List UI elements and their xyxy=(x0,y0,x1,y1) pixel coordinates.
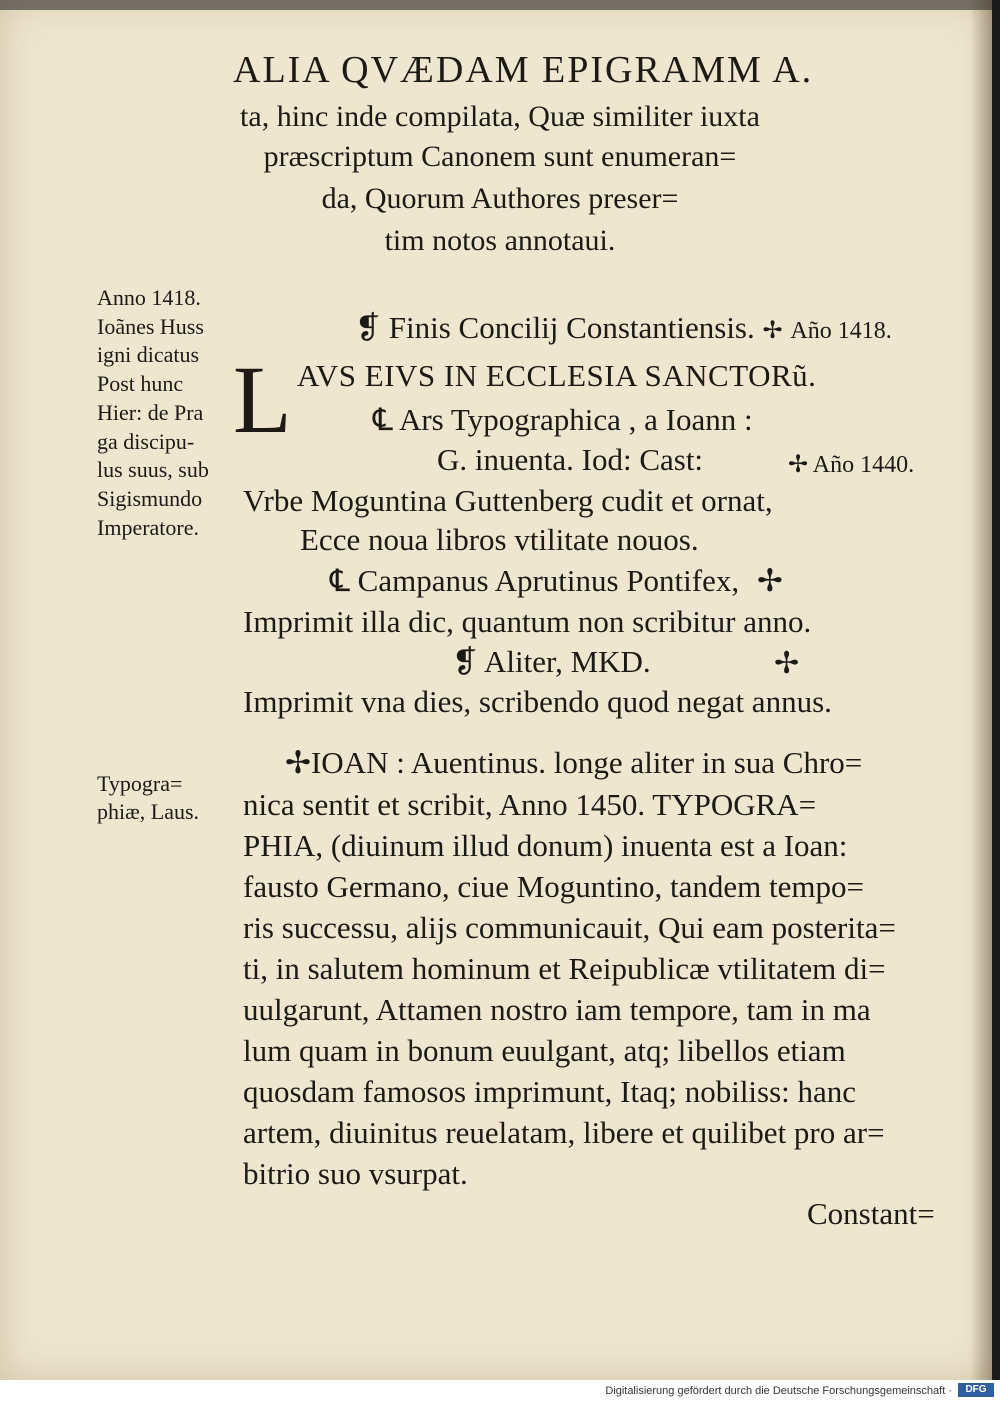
finis-text: Finis Concilij Constantiensis. xyxy=(388,310,755,345)
prose-line: nica sentit et scribit, Anno 1450. TYPOGRA= xyxy=(243,787,817,822)
aliter-text: Aliter, MKD. xyxy=(484,644,651,679)
laus-heading: AVS EIVS IN ECCLESIA SANCTORũ. xyxy=(297,358,817,393)
paragraph-mark-icon: ❡ xyxy=(355,310,381,345)
margin-note-line: Imperatore. xyxy=(97,514,199,540)
prose-line xyxy=(285,745,862,781)
prose-line: fausto Germano, ciue Moguntino, tandem tempo= xyxy=(243,869,864,904)
prose-line: bitrio suo vsurpat. xyxy=(243,1156,468,1191)
page-top-shadow xyxy=(0,0,992,10)
ars-text: Ars Typographica , a Ioann : xyxy=(398,402,753,437)
verse-line-3: Imprimit illa dic, quantum non scribitur anno. xyxy=(243,604,812,639)
paragraph-mark-icon: ℄ xyxy=(373,402,393,437)
margin-note-line: Typogra= xyxy=(97,771,183,796)
dfg-logo: DFG xyxy=(958,1383,994,1397)
verse-line-2: Ecce noua libros vtilitate nouos. xyxy=(300,522,699,557)
margin-note-line: Hier: de Pra xyxy=(97,399,204,425)
finis-line xyxy=(355,310,892,346)
margin-note-line: Ioãnes Huss xyxy=(97,313,204,339)
inuenta-line xyxy=(437,442,703,478)
aliter-line xyxy=(452,644,651,680)
margin-note-line: Anno 1418. xyxy=(97,285,201,310)
prose-line: PHIA, (diuinum illud donum) inuenta est a Ioan: xyxy=(243,828,848,863)
heading-line-3: præscriptum Canonem sunt enumeran= xyxy=(263,140,737,173)
campanus-line xyxy=(330,563,783,599)
prose-line: uulgarunt, Attamen nostro iam tempore, tam in ma xyxy=(243,992,871,1027)
margin-note-line: phiæ, Laus. xyxy=(97,799,200,824)
inuenta-text: G. inuenta. Iod: Cast: xyxy=(437,442,704,477)
prose-line: artem, diuinitus reuelatam, libere et quilibet pro ar= xyxy=(243,1115,885,1150)
margin-note-line: Sigismundo xyxy=(97,485,203,511)
margin-note-line: lus suus, sub xyxy=(97,457,209,483)
inuenta-year-group xyxy=(788,450,914,479)
star-icon: ✢ xyxy=(285,745,311,780)
margin-note-line: Post hunc xyxy=(97,371,184,397)
prose-text: IOAN : Auentinus. longe aliter in sua Chro= xyxy=(310,745,863,780)
heading-line-1: ALIA QVÆDAM EPIGRAMM A. xyxy=(233,49,814,91)
inuenta-year: Año 1440. xyxy=(812,452,915,478)
verse-line-1: Vrbe Moguntina Guttenberg cudit et ornat, xyxy=(243,483,773,518)
drop-cap: L xyxy=(233,346,292,453)
funding-credit: Digitalisierung gefördert durch die Deutsche Forschungsgemeinschaft · xyxy=(605,1385,952,1397)
prose-line: lum quam in bonum euulgant, atq; libellos etiam xyxy=(243,1033,846,1068)
ars-line xyxy=(373,402,753,438)
heading-line-4: da, Quorum Authores preser= xyxy=(321,182,679,215)
verse-line-4: Imprimit vna dies, scribendo quod negat annus. xyxy=(243,684,832,719)
star-icon: ✢ xyxy=(762,318,783,344)
heading-line-5: tim notos annotaui. xyxy=(384,224,616,257)
finis-year: Año 1418. xyxy=(790,318,892,344)
digitization-footer xyxy=(0,1380,1000,1402)
margin-note-line: ga discipu- xyxy=(97,428,195,454)
star-icon: ✢ xyxy=(788,452,809,478)
prose-line: ris successu, alijs communicauit, Qui eam posterita= xyxy=(243,910,896,945)
prose-line: quosdam famosos imprimunt, Itaq; nobiliss: hanc xyxy=(243,1074,857,1109)
margin-note-typographia xyxy=(97,770,199,826)
paragraph-mark-icon: ℄ xyxy=(330,563,350,598)
catchword: Constant= xyxy=(807,1196,935,1231)
margin-note-hus xyxy=(97,284,209,542)
paragraph-mark-icon: ❡ xyxy=(452,644,478,679)
star-icon: ✢ xyxy=(774,647,800,680)
heading-line-2: ta, hinc inde compilata, Quæ similiter iuxta xyxy=(240,100,760,133)
star-icon: ✢ xyxy=(756,563,783,598)
margin-note-line: igni dicatus xyxy=(97,342,200,368)
prose-line: ti, in salutem hominum et Reipublicæ vtilitatem di= xyxy=(243,951,886,986)
campanus-text: Campanus Aprutinus Pontifex, xyxy=(357,563,740,598)
